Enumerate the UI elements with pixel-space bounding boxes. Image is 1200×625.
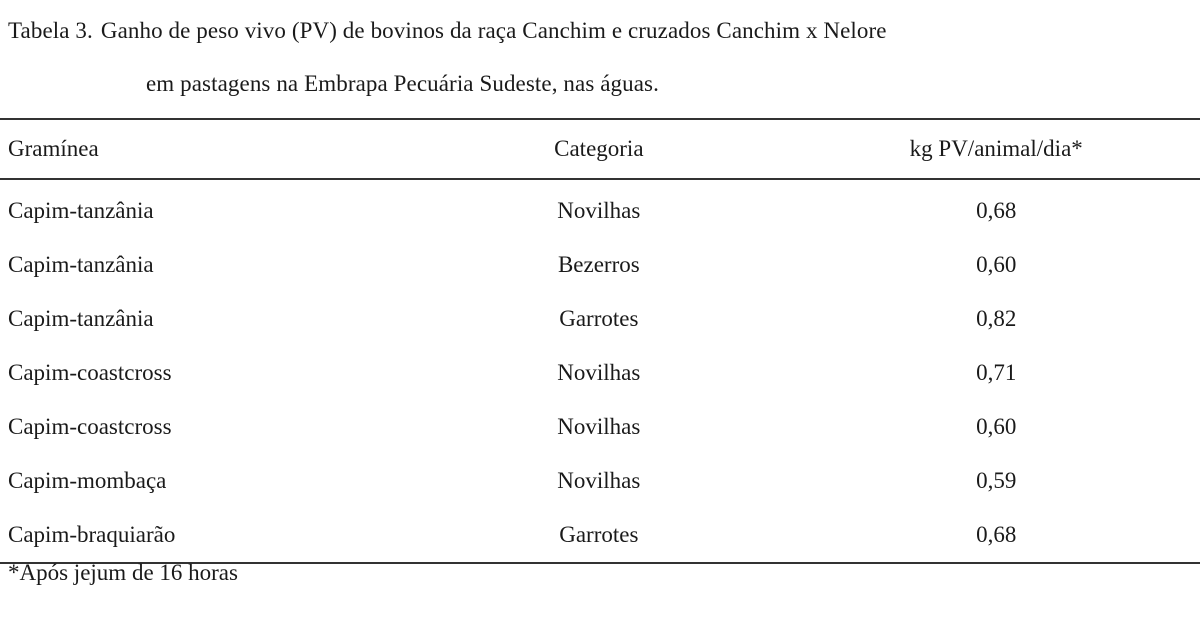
- cell-ganho: 0,60: [976, 414, 1017, 439]
- cell-graminea: Capim-coastcross: [8, 360, 172, 385]
- table-footnote: *Após jejum de 16 horas: [8, 560, 238, 585]
- cell-categoria: Bezerros: [557, 252, 640, 277]
- table-row: [0, 238, 1200, 292]
- cell-ganho: 0,71: [976, 360, 1017, 385]
- caption-line-1: [8, 14, 1198, 47]
- caption-label: Tabela 3.: [8, 18, 93, 43]
- cell-categoria: Novilhas: [557, 468, 641, 493]
- header-ganho: kg PV/animal/dia*: [909, 136, 1083, 161]
- cell-categoria: Novilhas: [557, 414, 641, 439]
- cell-categoria: Garrotes: [559, 522, 639, 547]
- table-row: [0, 346, 1200, 400]
- cell-ganho: 0,59: [976, 468, 1017, 493]
- cell-graminea: Capim-coastcross: [8, 414, 172, 439]
- table-row: [0, 508, 1200, 563]
- table-header: [0, 119, 1200, 179]
- cell-ganho: 0,68: [976, 522, 1017, 547]
- cell-categoria: Garrotes: [559, 306, 639, 331]
- header-categoria: Categoria: [554, 136, 644, 161]
- cell-ganho: 0,68: [976, 198, 1017, 223]
- cell-ganho: 0,82: [976, 306, 1017, 331]
- table-row: [0, 454, 1200, 508]
- table-row: [0, 179, 1200, 238]
- cell-ganho: 0,60: [976, 252, 1017, 277]
- header-row: [0, 119, 1200, 179]
- header-graminea: Gramínea: [8, 136, 99, 161]
- cell-graminea: Capim-tanzânia: [8, 306, 154, 331]
- caption-line-2: em pastagens na Embrapa Pecuária Sudeste, nas águas.: [146, 71, 659, 96]
- data-table: [0, 118, 1200, 564]
- table-body: [0, 179, 1200, 563]
- caption-text-1: Ganho de peso vivo (PV) de bovinos da raça Canchim e cruzados Canchim x Nelore: [100, 18, 887, 43]
- cell-graminea: Capim-mombaça: [8, 468, 167, 493]
- cell-categoria: Novilhas: [557, 198, 641, 223]
- cell-graminea: Capim-tanzânia: [8, 252, 154, 277]
- cell-graminea: Capim-tanzânia: [8, 198, 154, 223]
- table-row: [0, 400, 1200, 454]
- table-row: [0, 292, 1200, 346]
- table-caption: [8, 14, 1198, 100]
- cell-graminea: Capim-braquiarão: [8, 522, 176, 547]
- cell-categoria: Novilhas: [557, 360, 641, 385]
